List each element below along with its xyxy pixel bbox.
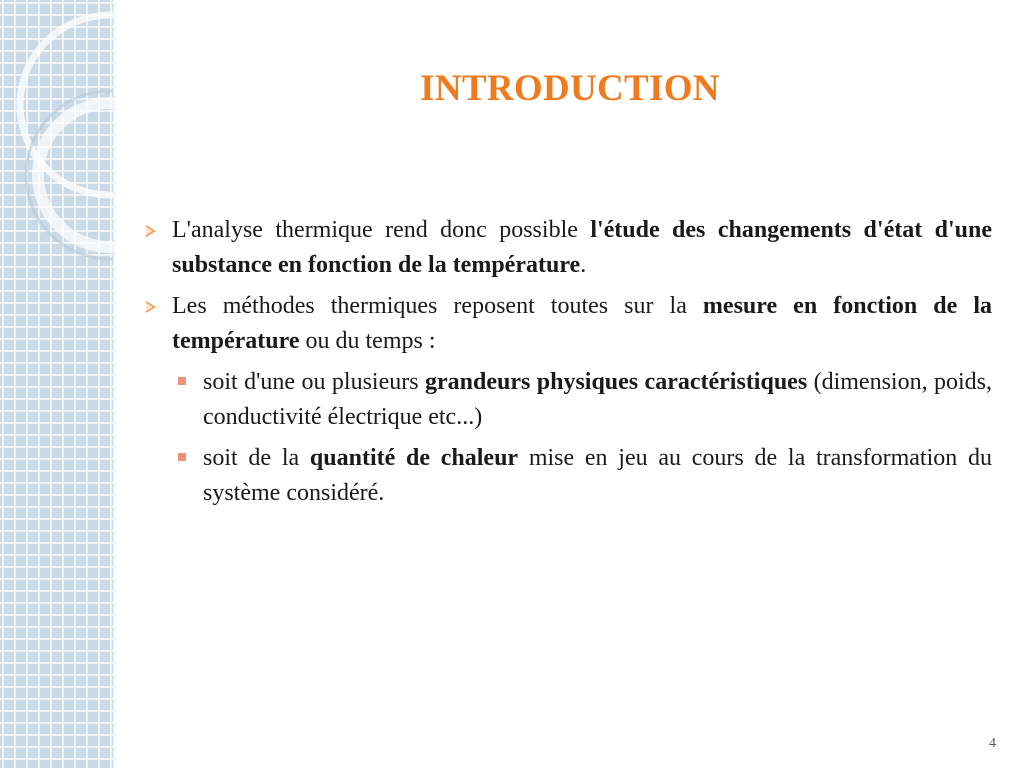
- bullet-bold-text: mesure en fonction de la température: [172, 293, 992, 354]
- sub-bullet-bold-text: quantité de chaleur: [309, 445, 519, 471]
- decorative-circles: [0, 0, 113, 768]
- sub-bullet-bold-text: grandeurs physiques caractéristiques: [424, 369, 808, 395]
- page-number: 4: [989, 736, 996, 751]
- bullet-item: [140, 213, 992, 283]
- sidebar-edge: [113, 0, 116, 768]
- sub-bullet-text-end: mise en jeu au cours de la transformation du système considéré.: [203, 445, 993, 506]
- slide-content: [140, 213, 992, 517]
- square-icon: [178, 453, 186, 461]
- bullet-bold-text: l'étude des changements d'état d'une substance en fonction de la température: [172, 217, 992, 278]
- sub-bullet-item: [140, 365, 992, 435]
- chevron-right-icon: [140, 213, 160, 248]
- chevron-right-icon: [140, 289, 160, 324]
- decorative-sidebar: [0, 0, 113, 768]
- bullet-text-end: ou du temps :: [299, 328, 436, 354]
- sub-bullet-text-end: (dimension, poids, conductivité électrique etc...): [203, 369, 993, 430]
- bullet-text: Les méthodes thermiques reposent toutes sur la: [172, 293, 703, 319]
- bullet-item: [140, 289, 992, 359]
- bullet-text: L'analyse thermique rend donc possible: [172, 217, 591, 243]
- slide-title: INTRODUCTION: [420, 68, 720, 109]
- sub-bullet-text: soit d'une ou plusieurs: [203, 369, 425, 395]
- bullet-text-end: .: [580, 252, 587, 278]
- square-icon: [178, 377, 186, 385]
- sub-bullet-text: soit de la: [203, 445, 310, 471]
- sub-bullet-item: [140, 441, 992, 511]
